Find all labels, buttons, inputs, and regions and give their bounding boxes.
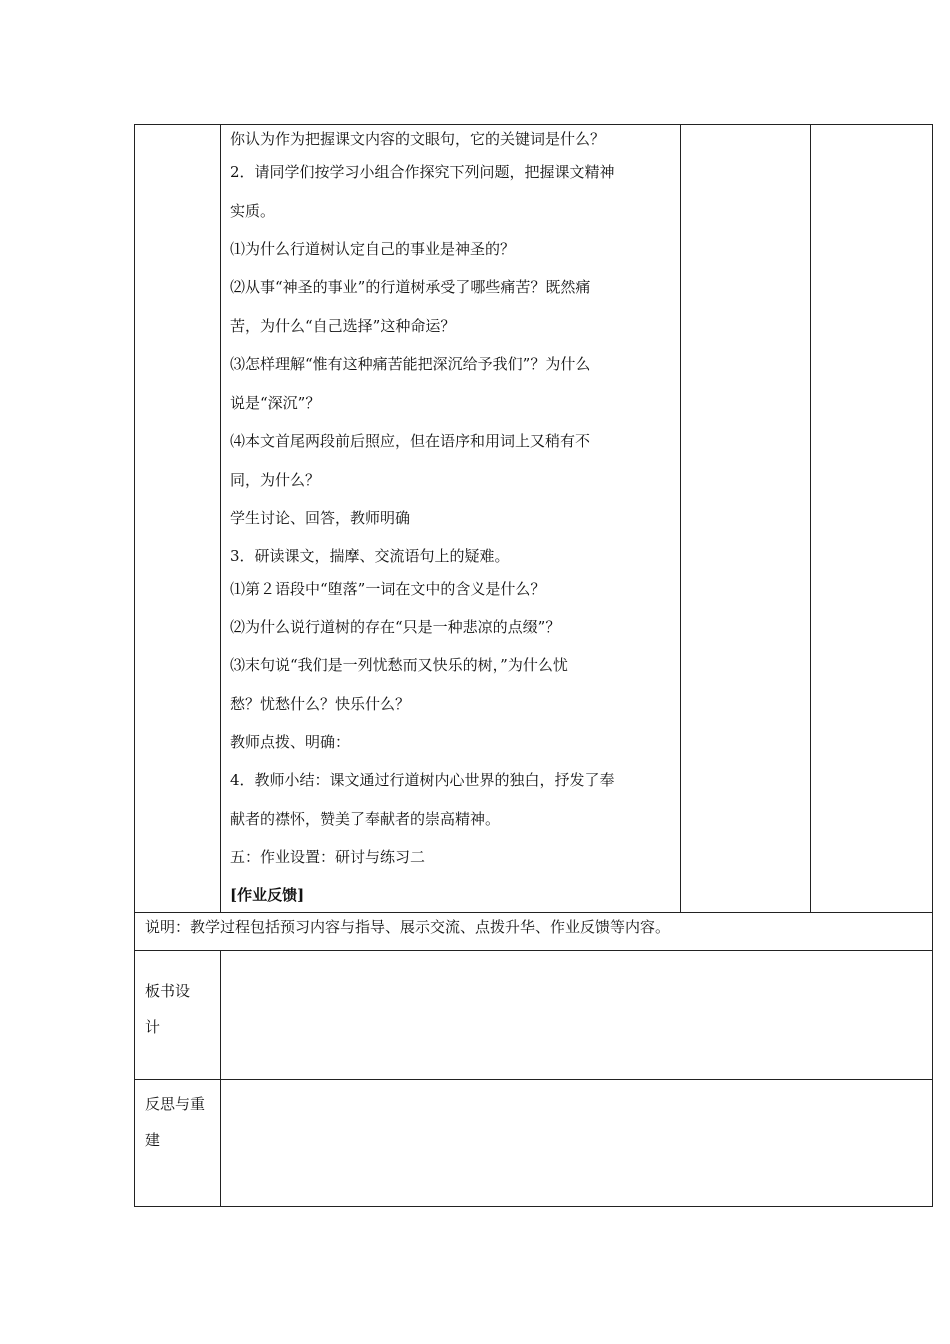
text-line: 愁？忧愁什么？快乐什么？ [230,695,411,713]
note-row [135,913,933,951]
reflection-row [135,1080,933,1207]
text-line: 教师点拨、明确： [230,733,351,751]
reflection-label-line1: 反思与重 [145,1095,206,1113]
reflection-content [221,1080,933,1207]
text-line: ⑴为什么行道树认定自己的事业是神圣的？ [230,240,516,258]
text-line: 同，为什么？ [230,471,321,489]
text-line: 4．教师小结：课文通过行道树内心世界的独白，抒发了奉 [230,771,615,789]
text-line: 说是“深沉”？ [230,394,321,412]
board-design-content [221,951,933,1080]
board-design-label [135,951,221,1080]
lesson-plan-table [134,124,933,1207]
text-line: ⑶末句说“我们是一列忧愁而又快乐的树，”为什么忧 [230,656,568,674]
text-line: 你认为作为把握课文内容的文眼句，它的关键词是什么？ [230,130,606,148]
text-line: 献者的襟怀，赞美了奉献者的崇高精神。 [230,810,501,828]
text-line: ⑴第２语段中“堕落”一词在文中的含义是什么？ [230,580,546,598]
text-line: 3．研读课文，揣摩、交流语句上的疑难。 [230,547,510,565]
text-line: ⑶怎样理解“惟有这种痛苦能把深沉给予我们”？为什么 [230,355,591,373]
reflection-label [135,1080,221,1207]
text-line: 实质。 [230,202,276,220]
text-line: ⑵为什么说行道树的存在“只是一种悲凉的点缀”？ [230,618,561,636]
homework-feedback-heading: [作业反馈] [230,886,305,904]
note-text: 说明：教学过程包括预习内容与指导、展示交流、点拨升华、作业反馈等内容。 [145,918,671,936]
text-line: 五：作业设置：研讨与练习二 [230,848,426,866]
text-line: ⑷本文首尾两段前后照应，但在语序和用词上又稍有不 [230,432,591,450]
text-line: 2．请同学们按学习小组合作探究下列问题，把握课文精神 [230,163,615,181]
empty-cell [811,125,933,913]
empty-cell [681,125,811,913]
teaching-process-row [135,125,933,913]
board-design-label-line2: 计 [145,1018,161,1036]
reflection-label-line2: 建 [145,1131,161,1149]
board-design-row [135,951,933,1080]
text-line: 苦，为什么“自己选择”这种命运？ [230,317,456,335]
note-cell [135,913,933,951]
board-design-label-line1: 板书设 [145,982,191,1000]
teaching-process-cell [221,125,681,913]
section-label-cell [135,125,221,913]
text-line: 学生讨论、回答，教师明确 [230,509,411,527]
text-line: ⑵从事“神圣的事业”的行道树承受了哪些痛苦？既然痛 [230,278,591,296]
